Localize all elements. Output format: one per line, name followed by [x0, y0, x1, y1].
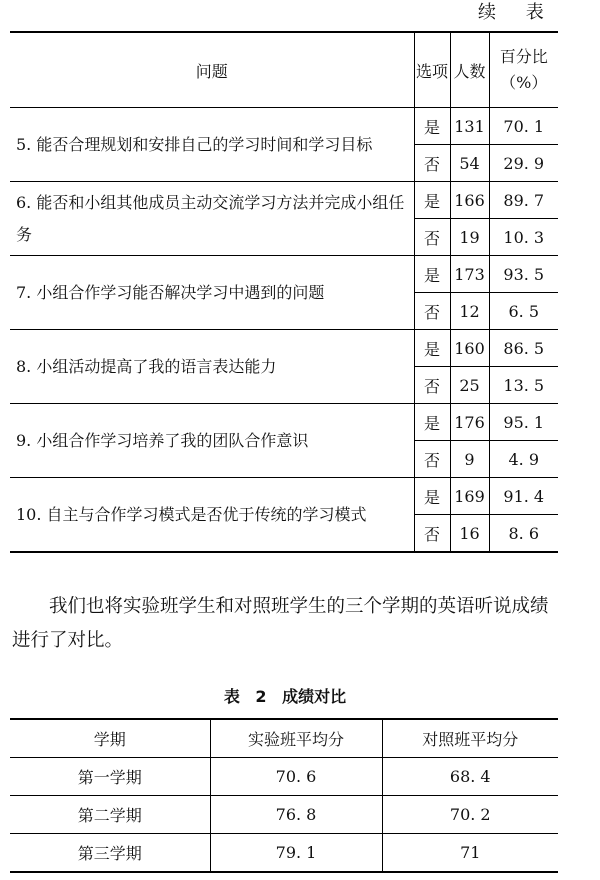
- option-cell: 否: [414, 441, 450, 478]
- table-row: [10, 182, 558, 219]
- option-cell: 是: [414, 108, 450, 145]
- table-row: [10, 108, 558, 145]
- question-cell: 8. 小组活动提高了我的语言表达能力: [10, 330, 414, 404]
- percent-cell: 10. 3: [489, 219, 558, 256]
- count-cell: 12: [450, 293, 489, 330]
- question-cell: 5. 能否合理规划和安排自己的学习时间和学习目标: [10, 108, 414, 182]
- score-comparison-table: [10, 718, 558, 873]
- percent-cell: 13. 5: [489, 367, 558, 404]
- table2-caption: 表 2 成绩对比: [223, 687, 347, 706]
- option-cell: 是: [414, 256, 450, 293]
- option-cell: 是: [414, 330, 450, 367]
- option-cell: 否: [414, 293, 450, 330]
- header-control-avg: 对照班平均分: [382, 719, 558, 758]
- option-cell: 否: [414, 145, 450, 182]
- table-row: [10, 478, 558, 515]
- count-cell: 9: [450, 441, 489, 478]
- option-cell: 是: [414, 182, 450, 219]
- count-cell: 173: [450, 256, 489, 293]
- question-cell: 7. 小组合作学习能否解决学习中遇到的问题: [10, 256, 414, 330]
- question-cell: 9. 小组合作学习培养了我的团队合作意识: [10, 404, 414, 478]
- header-question: 问题: [10, 32, 414, 108]
- table-row: [10, 330, 558, 367]
- table-header-row: [10, 719, 558, 758]
- table-row: [10, 256, 558, 293]
- control-avg-cell: 68. 4: [382, 758, 558, 796]
- option-cell: 是: [414, 478, 450, 515]
- survey-results-table: [10, 31, 558, 553]
- count-cell: 131: [450, 108, 489, 145]
- count-cell: 16: [450, 515, 489, 553]
- option-cell: 否: [414, 367, 450, 404]
- count-cell: 54: [450, 145, 489, 182]
- header-percent-line1: 百分比: [499, 47, 548, 66]
- header-percent: [489, 32, 558, 108]
- experimental-avg-cell: 79. 1: [210, 834, 382, 873]
- control-avg-cell: 70. 2: [382, 796, 558, 834]
- percent-cell: 95. 1: [489, 404, 558, 441]
- count-cell: 160: [450, 330, 489, 367]
- semester-cell: 第三学期: [10, 834, 210, 873]
- semester-cell: 第一学期: [10, 758, 210, 796]
- percent-cell: 29. 9: [489, 145, 558, 182]
- continued-label: 续 表: [478, 2, 556, 23]
- percent-cell: 70. 1: [489, 108, 558, 145]
- experimental-avg-cell: 70. 6: [210, 758, 382, 796]
- percent-cell: 86. 5: [489, 330, 558, 367]
- header-percent-line2: （%）: [500, 73, 548, 92]
- experimental-avg-cell: 76. 8: [210, 796, 382, 834]
- question-cell: 10. 自主与合作学习模式是否优于传统的学习模式: [10, 478, 414, 553]
- count-cell: 169: [450, 478, 489, 515]
- count-cell: 166: [450, 182, 489, 219]
- count-cell: 19: [450, 219, 489, 256]
- table-row: [10, 834, 558, 873]
- option-cell: 否: [414, 219, 450, 256]
- question-cell: 6. 能否和小组其他成员主动交流学习方法并完成小组任务: [10, 182, 414, 256]
- table-row: [10, 758, 558, 796]
- table-row: [10, 404, 558, 441]
- count-cell: 176: [450, 404, 489, 441]
- percent-cell: 4. 9: [489, 441, 558, 478]
- header-option: 选项: [414, 32, 450, 108]
- header-experimental-avg: 实验班平均分: [210, 719, 382, 758]
- table-header-row: [10, 32, 558, 108]
- percent-cell: 91. 4: [489, 478, 558, 515]
- percent-cell: 8. 6: [489, 515, 558, 553]
- header-count: 人数: [450, 32, 489, 108]
- table-row: [10, 796, 558, 834]
- semester-cell: 第二学期: [10, 796, 210, 834]
- header-semester: 学期: [10, 719, 210, 758]
- percent-cell: 89. 7: [489, 182, 558, 219]
- count-cell: 25: [450, 367, 489, 404]
- body-paragraph: 我们也将实验班学生和对照班学生的三个学期的英语听说成绩进行了对比。: [12, 596, 549, 651]
- control-avg-cell: 71: [382, 834, 558, 873]
- option-cell: 否: [414, 515, 450, 553]
- option-cell: 是: [414, 404, 450, 441]
- percent-cell: 93. 5: [489, 256, 558, 293]
- percent-cell: 6. 5: [489, 293, 558, 330]
